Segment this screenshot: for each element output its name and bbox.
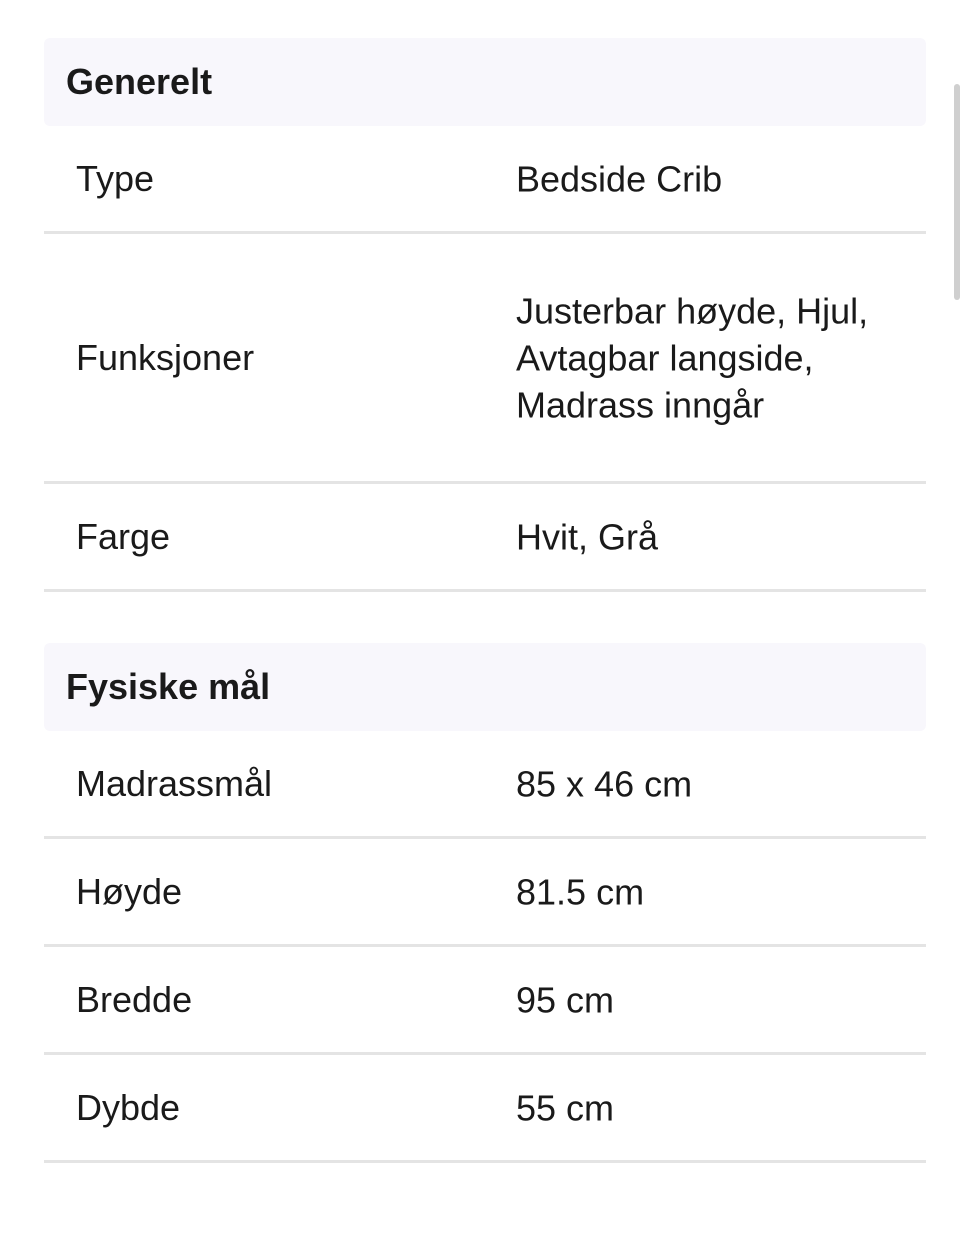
spec-value: 95 cm [516, 979, 615, 1020]
spec-row-dybde [44, 1055, 926, 1163]
spec-value: 85 x 46 cm [516, 763, 693, 804]
spec-row-funksjoner [44, 234, 926, 484]
spec-row-hoyde [44, 839, 926, 947]
spec-label: Madrassmål [76, 762, 273, 804]
spec-label: Bredde [76, 978, 193, 1020]
spec-row-farge [44, 484, 926, 592]
section-header-fysiske-mal [44, 643, 926, 731]
spec-value: Hvit, Grå [516, 516, 659, 557]
spec-label: Farge [76, 515, 171, 557]
spec-value: Bedside Crib [516, 158, 723, 199]
section-title: Fysiske mål [66, 666, 271, 707]
scrollbar-thumb[interactable] [954, 84, 960, 300]
spec-value: 81.5 cm [516, 871, 645, 912]
spec-label: Type [76, 157, 155, 199]
spec-value: 55 cm [516, 1087, 615, 1128]
spec-value: Justerbar høyde, Hjul, Avtagbar langside, Madrass inngår [516, 290, 869, 425]
spec-label: Dybde [76, 1086, 181, 1128]
section-title: Generelt [66, 61, 213, 102]
spec-label: Høyde [76, 870, 183, 912]
spec-label: Funksjoner [76, 336, 255, 378]
spec-row-type [44, 126, 926, 234]
spec-row-bredde [44, 947, 926, 1055]
section-header-generelt [44, 38, 926, 126]
spec-row-madrassmal [44, 731, 926, 839]
